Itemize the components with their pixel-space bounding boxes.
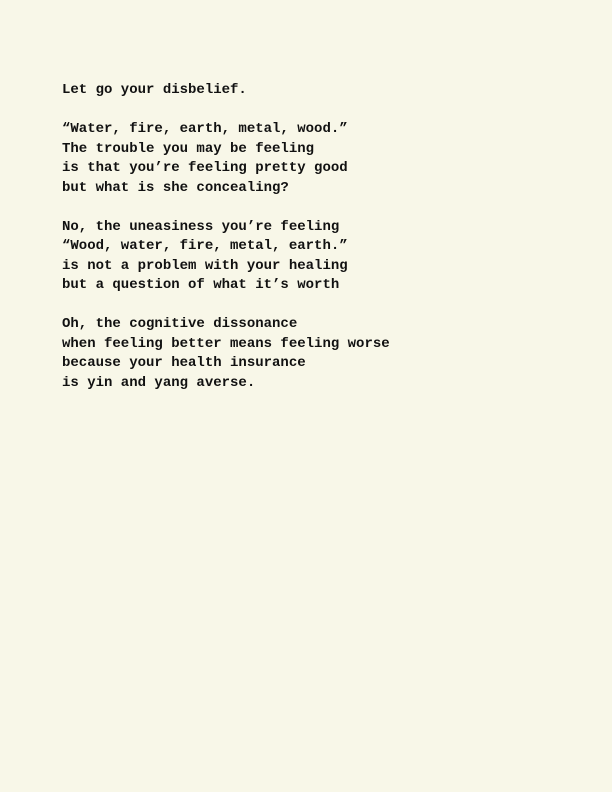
- poem-line: Oh, the cognitive dissonance: [62, 316, 298, 332]
- poem-page: [62, 81, 582, 393]
- poem-line: is not a problem with your healing: [62, 257, 348, 274]
- poem-line: because your health insurance: [62, 355, 306, 371]
- poem-line: is that you’re feeling pretty good: [62, 160, 348, 176]
- poem-line: is yin and yang averse.: [62, 374, 256, 391]
- poem-line: No, the uneasiness you’re feeling: [62, 218, 340, 235]
- poem-line: The trouble you may be feeling: [62, 140, 315, 157]
- poem-line: when feeling better means feeling worse: [62, 335, 390, 352]
- poem-line: but a question of what it’s worth: [62, 277, 340, 293]
- poem-line: but what is she concealing?: [62, 179, 289, 196]
- poem-stanza-2: [62, 218, 582, 296]
- poem-stanza-1: [62, 120, 582, 198]
- poem-opening-line: [62, 81, 582, 101]
- poem-line: Let go your disbelief.: [62, 82, 247, 98]
- poem-stanza-3: [62, 315, 582, 393]
- poem-line: “Water, fire, earth, metal, wood.”: [62, 121, 348, 137]
- poem-line: “Wood, water, fire, metal, earth.”: [62, 238, 348, 254]
